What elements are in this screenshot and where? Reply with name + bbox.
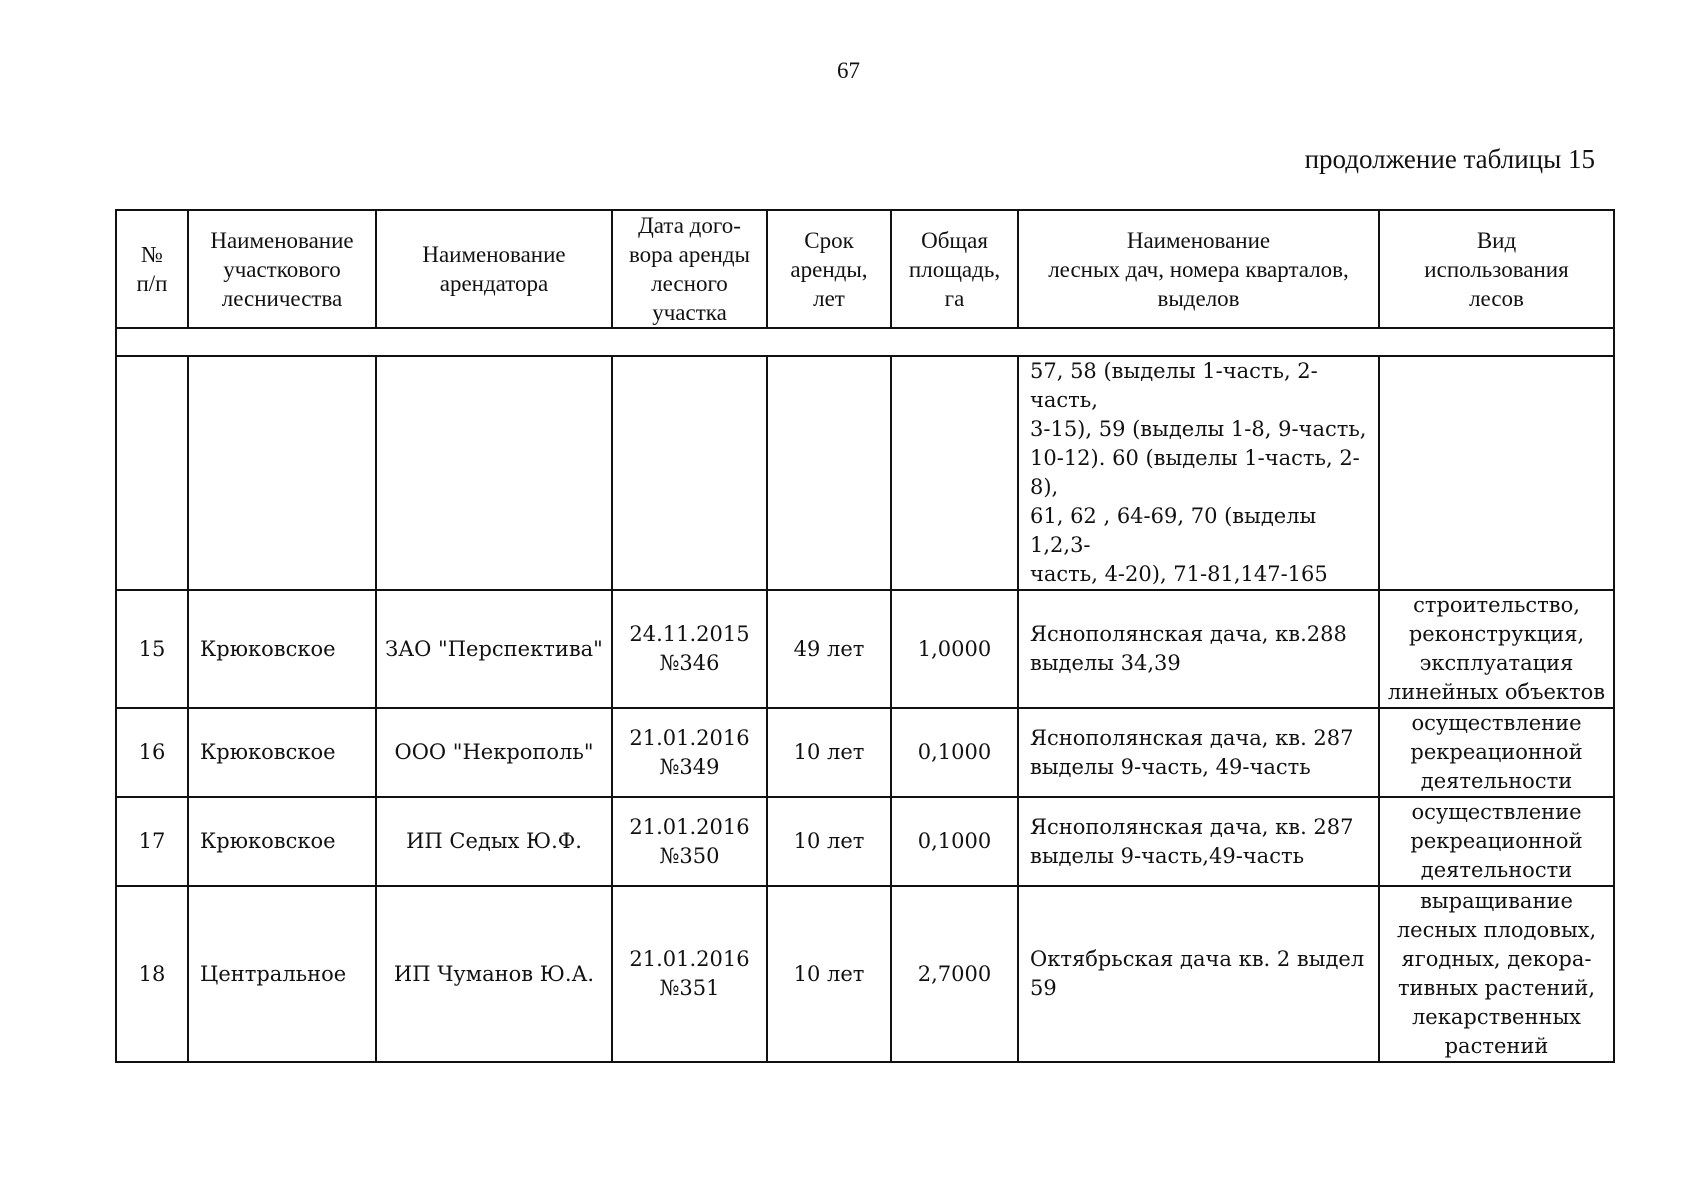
table-header-row [116,210,1614,328]
cell-number: 16 [116,708,188,797]
cell-plots: Октябрьская дача кв. 2 выдел 59 [1018,886,1379,1062]
header-contract-date: Дата дого- вора аренды лесного участка [612,210,767,328]
header-plots: Наименование лесных дач, номера кварталов, выделов [1018,210,1379,328]
cell-forestry: Крюковское [188,590,376,708]
cell-number: 15 [116,590,188,708]
header-number: № п/п [116,210,188,328]
cell-forestry: Крюковское [188,708,376,797]
cell-contract-date: 21.01.2016 №350 [612,797,767,886]
header-lease-term: Срок аренды, лет [767,210,891,328]
cell-contract-date: 21.01.2016 №349 [612,708,767,797]
cell-empty [891,356,1018,590]
header-usage-type: Вид использования лесов [1379,210,1614,328]
cell-lessee: ЗАО "Перспектива" [376,590,612,708]
cell-usage-type: строительство, реконструкция, эксплуатация линейных объектов [1379,590,1614,708]
header-lessee: Наименование арендатора [376,210,612,328]
table-continuation-label: продолжение таблицы 15 [1304,144,1595,174]
header-total-area: Общая площадь, га [891,210,1018,328]
cell-total-area: 1,0000 [891,590,1018,708]
cell-empty [612,356,767,590]
cell-lease-term: 10 лет [767,708,891,797]
cell-number: 18 [116,886,188,1062]
cell-lease-term: 49 лет [767,590,891,708]
table-row-continued [116,356,1614,590]
cell-lessee: ИП Чуманов Ю.А. [376,886,612,1062]
cell-total-area: 2,7000 [891,886,1018,1062]
cell-lessee: ИП Седых Ю.Ф. [376,797,612,886]
cell-usage-type: осуществление рекреационной деятельности [1379,708,1614,797]
table-row [116,797,1614,886]
cell-empty [188,356,376,590]
cell-plots: Яснополянская дача, кв. 287 выделы 9-часть,49-часть [1018,797,1379,886]
cell-plots: 57, 58 (выделы 1-часть, 2-часть, 3-15), 59 (выделы 1-8, 9-часть, 10-12). 60 (выделы 1-часть, 2-8), 61, 62 , 64-69, 70 (выделы 1,2,3- часть, 4-20), 71-81,147-165 [1018,356,1379,590]
cell-usage-type: осуществление рекреационной деятельности [1379,797,1614,886]
cell-lease-term: 10 лет [767,886,891,1062]
cell-total-area: 0,1000 [891,708,1018,797]
cell-plots: Яснополянская дача, кв. 287 выделы 9-часть, 49-часть [1018,708,1379,797]
cell-total-area: 0,1000 [891,797,1018,886]
cell-forestry: Центральное [188,886,376,1062]
cell-lessee: ООО "Некрополь" [376,708,612,797]
table-row [116,590,1614,708]
cell-usage-type: выращивание лесных плодовых, ягодных, декора- тивных растений, лекарственных растений [1379,886,1614,1062]
cell-empty [116,356,188,590]
cell-empty [376,356,612,590]
table-spacer-row [116,328,1614,356]
table-row [116,886,1614,1062]
page-number: 67 [837,58,860,83]
cell-lease-term: 10 лет [767,797,891,886]
spacer-cell [116,328,1614,356]
forest-lease-table [115,209,1615,1063]
cell-empty [767,356,891,590]
cell-number: 17 [116,797,188,886]
cell-plots: Яснополянская дача, кв.288 выделы 34,39 [1018,590,1379,708]
header-forestry: Наименование участкового лесничества [188,210,376,328]
cell-contract-date: 21.01.2016 №351 [612,886,767,1062]
cell-empty [1379,356,1614,590]
table-row [116,708,1614,797]
cell-forestry: Крюковское [188,797,376,886]
cell-contract-date: 24.11.2015 №346 [612,590,767,708]
